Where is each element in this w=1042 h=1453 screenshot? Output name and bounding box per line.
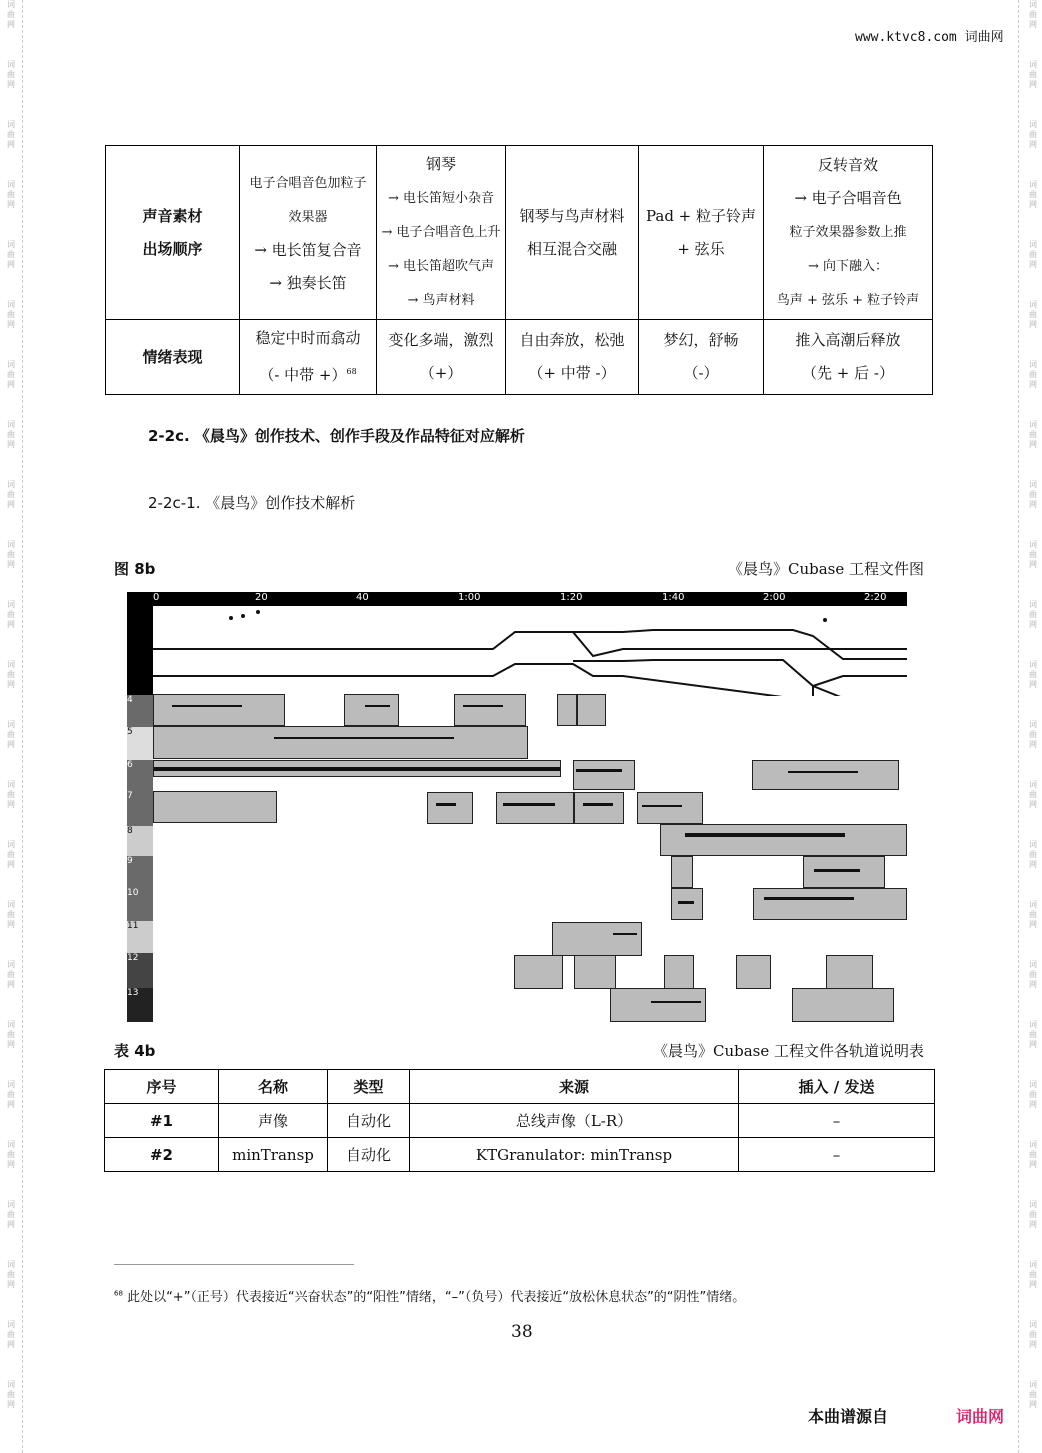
ruler-tick: 1:00 <box>458 592 481 603</box>
site-brand: 词曲网 <box>964 30 1004 45</box>
clip[interactable] <box>427 792 473 824</box>
ruler-tick: 20 <box>255 592 268 603</box>
footnote <box>114 1286 745 1305</box>
footnote-mark: 68 <box>114 1289 123 1298</box>
left-watermark-column <box>2 0 20 1453</box>
track-header[interactable]: 5 <box>127 727 153 760</box>
side-watermark-text: 词 曲 网 <box>7 420 15 449</box>
side-watermark-text: 词 曲 网 <box>1029 1380 1037 1409</box>
side-watermark-text: 词 曲 网 <box>7 1380 15 1409</box>
cell: KTGranulator: minTransp <box>410 1138 739 1172</box>
footnote-rule <box>114 1264 354 1265</box>
track-header[interactable]: 7 <box>127 791 153 826</box>
cell: 总线声像（L-R） <box>410 1104 739 1138</box>
cell-material-1: 电子合唱音色加粒子效果器 → 电长笛复合音 → 独奏长笛 <box>240 146 377 320</box>
track-header[interactable]: 4 <box>127 695 153 727</box>
side-watermark-text: 词 曲 网 <box>1029 960 1037 989</box>
side-watermark-text: 词 曲 网 <box>1029 540 1037 569</box>
clip[interactable] <box>660 824 907 856</box>
right-dashed-line <box>1018 0 1019 1453</box>
side-watermark-text: 词 曲 网 <box>7 120 15 149</box>
track-header[interactable]: 10 <box>127 888 153 921</box>
side-watermark-text: 词 曲 网 <box>1029 480 1037 509</box>
table-row <box>105 1138 935 1172</box>
clip[interactable] <box>753 888 907 920</box>
side-watermark-text: 词 曲 网 <box>7 660 15 689</box>
clip[interactable] <box>752 760 899 790</box>
table-title: 《晨鸟》Cubase 工程文件各轨道说明表 <box>652 1042 924 1060</box>
cell-emotion-5: 推入高潮后释放 （先 + 后 -） <box>764 320 933 395</box>
ruler-tick: 1:40 <box>662 592 685 603</box>
cell: 自动化 <box>328 1104 410 1138</box>
side-watermark-text: 词 曲 网 <box>7 60 15 89</box>
cell-emotion-4: 梦幻，舒畅 （-） <box>639 320 764 395</box>
cell-emotion-2: 变化多端，激烈 （+） <box>377 320 506 395</box>
clip[interactable] <box>671 856 693 888</box>
table-label: 表 4b <box>114 1042 156 1060</box>
side-watermark-text: 词 曲 网 <box>1029 180 1037 209</box>
clip[interactable] <box>557 694 577 726</box>
clip[interactable] <box>153 694 285 726</box>
side-watermark-text: 词 曲 网 <box>7 240 15 269</box>
side-watermark-text: 词 曲 网 <box>7 600 15 629</box>
side-watermark-text: 词 曲 网 <box>1029 600 1037 629</box>
side-watermark-text: 词 曲 网 <box>7 300 15 329</box>
side-watermark-text: 词 曲 网 <box>1029 1260 1037 1289</box>
cell: #2 <box>105 1138 219 1172</box>
cell-emotion-3: 自由奔放，松弛 （+ 中带 -） <box>506 320 639 395</box>
track-header[interactable]: 11 <box>127 921 153 953</box>
cell-material-4: Pad + 粒子铃声 + 弦乐 <box>639 146 764 320</box>
track-header[interactable]: 12 <box>127 953 153 988</box>
row-head-material: 声音素材 出场顺序 <box>106 146 240 320</box>
cubase-project-figure <box>127 592 907 1022</box>
ruler-tick: 2:00 <box>763 592 786 603</box>
side-watermark-text: 词 曲 网 <box>1029 0 1037 29</box>
side-watermark-text: 词 曲 网 <box>1029 660 1037 689</box>
side-watermark-text: 词 曲 网 <box>7 1320 15 1349</box>
clip[interactable] <box>153 760 561 777</box>
col-header: 插入 / 发送 <box>739 1070 935 1104</box>
side-watermark-text: 词 曲 网 <box>1029 780 1037 809</box>
col-header: 序号 <box>105 1070 219 1104</box>
side-watermark-text: 词 曲 网 <box>1029 1140 1037 1169</box>
clip[interactable] <box>153 791 277 823</box>
cell: – <box>739 1138 935 1172</box>
figure-label: 图 8b <box>114 560 156 578</box>
cell: 声像 <box>219 1104 328 1138</box>
side-watermark-text: 词 曲 网 <box>7 1200 15 1229</box>
footnote-text: 此处以“+”（正号）代表接近“兴奋状态”的“阳性”情绪，“–”（负号）代表接近“放松休息状态”的“阴性”情绪。 <box>127 1290 746 1305</box>
clip[interactable] <box>610 988 706 1022</box>
clip[interactable] <box>637 792 703 824</box>
cell: 自动化 <box>328 1138 410 1172</box>
ruler-tick: 1:20 <box>560 592 583 603</box>
ruler-tick: 2:20 <box>864 592 887 603</box>
side-watermark-text: 词 曲 网 <box>1029 900 1037 929</box>
side-watermark-text: 词 曲 网 <box>7 1140 15 1169</box>
cell-material-5: 反转音效 → 电子合唱音色 粒子效果器参数上推 → 向下融入： 鸟声 + 弦乐 + 粒子铃声 <box>764 146 933 320</box>
side-watermark-text: 词 曲 网 <box>7 360 15 389</box>
timeline-ruler <box>153 592 907 606</box>
side-watermark-text: 词 曲 网 <box>1029 1080 1037 1109</box>
side-watermark-text: 词 曲 网 <box>7 1260 15 1289</box>
clip[interactable] <box>552 922 642 956</box>
clip[interactable] <box>792 988 894 1022</box>
track-header[interactable]: 6 <box>127 760 153 791</box>
ruler-tick: 0 <box>153 592 160 603</box>
cell: #1 <box>105 1104 219 1138</box>
side-watermark-text: 词 曲 网 <box>7 900 15 929</box>
clip[interactable] <box>514 955 563 989</box>
side-watermark-text: 词 曲 网 <box>7 780 15 809</box>
side-watermark-text: 词 曲 网 <box>1029 240 1037 269</box>
track-header[interactable]: 9 <box>127 856 153 888</box>
side-watermark-text: 词 曲 网 <box>1029 1320 1037 1349</box>
clip[interactable] <box>573 760 635 790</box>
clip[interactable] <box>671 888 703 920</box>
side-watermark-text: 词 曲 网 <box>1029 60 1037 89</box>
left-dashed-line <box>22 0 23 1453</box>
site-header[interactable] <box>855 26 1004 45</box>
side-watermark-text: 词 曲 网 <box>7 0 15 29</box>
row-head-emotion: 情绪表现 <box>106 320 240 395</box>
cell-emotion-1: 稳定中时而翕动 （- 中带 +）$^{68}$ <box>240 320 377 395</box>
cell: minTransp <box>219 1138 328 1172</box>
page-number: 38 <box>511 1322 533 1342</box>
cell-material-3: 钢琴与鸟声材料 相互混合交融 <box>506 146 639 320</box>
figure-title: 《晨鸟》Cubase 工程文件图 <box>727 560 924 578</box>
col-header: 来源 <box>410 1070 739 1104</box>
automation-lanes <box>153 606 907 696</box>
col-header: 类型 <box>328 1070 410 1104</box>
automation-header <box>127 592 153 697</box>
site-url: www.ktvc8.com <box>855 30 957 45</box>
side-watermark-text: 词 曲 网 <box>7 480 15 509</box>
col-header: 名称 <box>219 1070 328 1104</box>
clip[interactable] <box>803 856 885 888</box>
table-row <box>105 1104 935 1138</box>
side-watermark-text: 词 曲 网 <box>7 960 15 989</box>
side-watermark-text: 词 曲 网 <box>7 180 15 209</box>
side-watermark-text: 词 曲 网 <box>1029 120 1037 149</box>
clip[interactable] <box>454 694 526 726</box>
side-watermark-text: 词 曲 网 <box>7 1080 15 1109</box>
track-description-table <box>104 1069 935 1172</box>
clip[interactable] <box>153 726 528 759</box>
clip[interactable] <box>574 792 624 824</box>
side-watermark-text: 词 曲 网 <box>7 540 15 569</box>
section-heading: 2-2c. 《晨鸟》创作技术、创作手段及作品特征对应解析 <box>148 427 525 445</box>
subsection-heading: 2-2c-1. 《晨鸟》创作技术解析 <box>148 494 356 512</box>
clip[interactable] <box>736 955 771 989</box>
side-watermark-text: 词 曲 网 <box>1029 840 1037 869</box>
side-watermark-text: 词 曲 网 <box>1029 1020 1037 1049</box>
ruler-tick: 40 <box>356 592 369 603</box>
side-watermark-text: 词 曲 网 <box>1029 300 1037 329</box>
clip[interactable] <box>496 792 574 824</box>
footer-brand-link[interactable]: 词曲网 <box>956 1407 1005 1426</box>
track-header[interactable]: 13 <box>127 988 153 1022</box>
cell-material-2: 钢琴 → 电长笛短小杂音 → 电子合唱音色上升 → 电长笛超吹气声 → 鸟声材料 <box>377 146 506 320</box>
side-watermark-text: 词 曲 网 <box>1029 360 1037 389</box>
side-watermark-text: 词 曲 网 <box>1029 720 1037 749</box>
clip[interactable] <box>574 955 616 989</box>
right-watermark-column <box>1024 0 1042 1453</box>
footer-source-label: 本曲谱源自 <box>808 1407 889 1426</box>
side-watermark-text: 词 曲 网 <box>1029 1200 1037 1229</box>
clip[interactable] <box>344 694 399 726</box>
clip[interactable] <box>664 955 694 989</box>
side-watermark-text: 词 曲 网 <box>7 840 15 869</box>
clip[interactable] <box>826 955 873 989</box>
side-watermark-text: 词 曲 网 <box>7 720 15 749</box>
side-watermark-text: 词 曲 网 <box>1029 420 1037 449</box>
side-watermark-text: 词 曲 网 <box>7 1020 15 1049</box>
track-header[interactable]: 8 <box>127 826 153 856</box>
clip[interactable] <box>577 694 606 726</box>
cell: – <box>739 1104 935 1138</box>
material-emotion-table <box>105 145 933 395</box>
